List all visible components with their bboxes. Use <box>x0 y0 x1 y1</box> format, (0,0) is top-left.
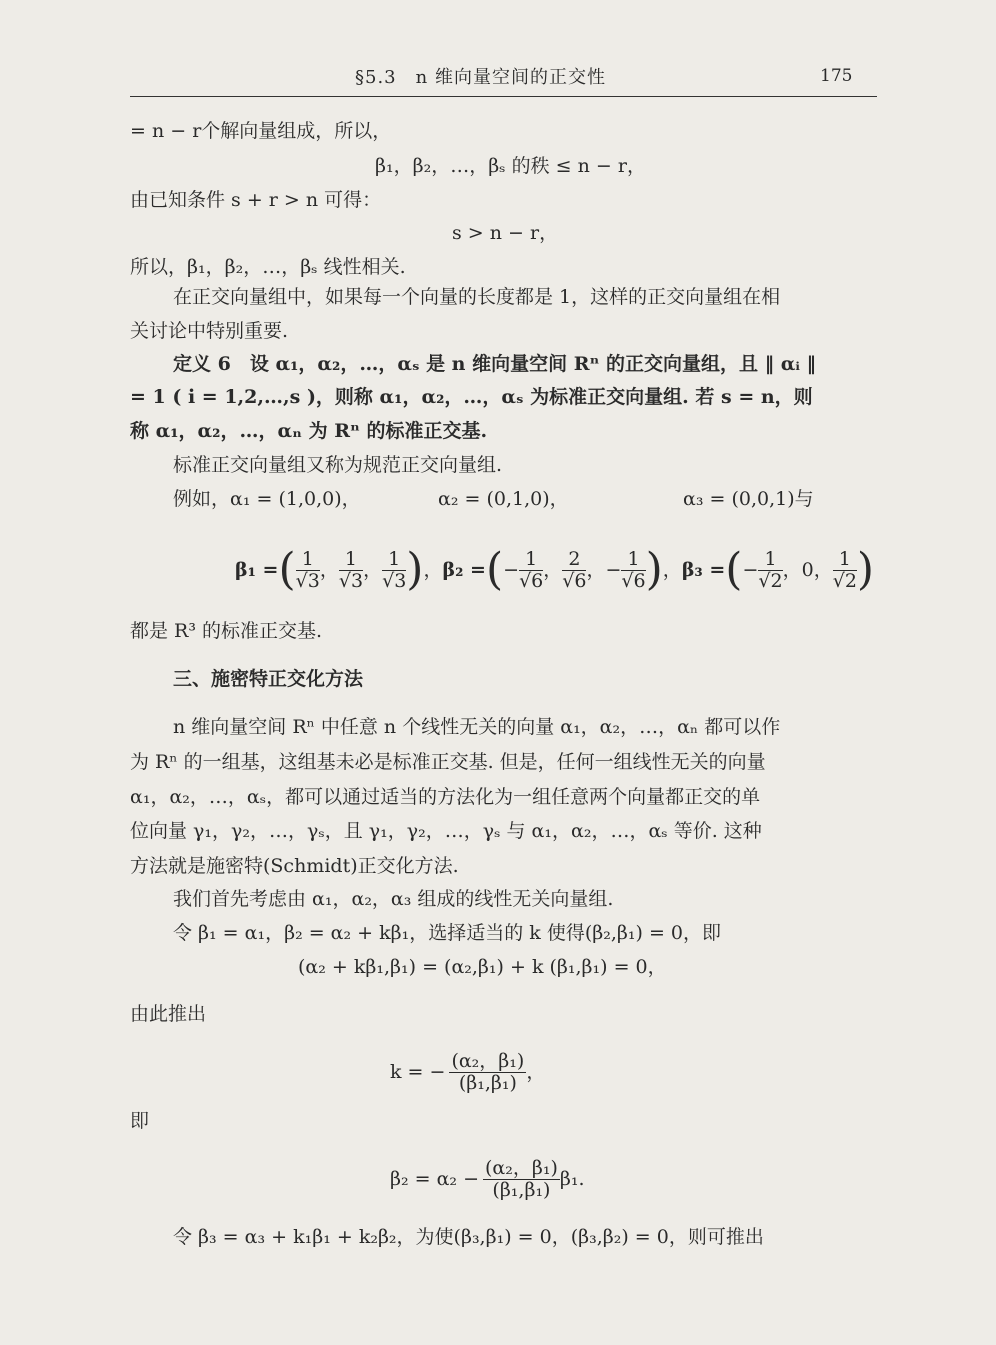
text-line: 关讨论中特别重要. <box>130 320 289 342</box>
text-line: 方法就是施密特(Schmidt)正交化方法. <box>130 855 459 877</box>
frac-den: √2 <box>758 569 783 592</box>
paren-close: ) <box>645 544 663 595</box>
section-heading: 三、施密特正交化方法 <box>173 668 364 690</box>
separator: ， <box>662 558 682 581</box>
paren-close: ) <box>856 544 875 595</box>
eq-k-lhs: k = − <box>390 1060 446 1083</box>
paren-open: ( <box>725 544 743 595</box>
text-line: 我们首先考虑由 α₁，α₂，α₃ 组成的线性无关向量组. <box>173 888 614 910</box>
frac-num: (α₂，β₁) <box>451 1049 525 1072</box>
text-line: α₁，α₂，…，αₛ，都可以通过适当的方法化为一组任意两个向量都正交的单 <box>130 786 761 808</box>
eq-beta3-label: β₃ = <box>681 558 726 581</box>
zero: 0 <box>801 558 814 581</box>
frac-den: √6 <box>621 569 646 592</box>
eq-k-tail: ， <box>526 1060 546 1083</box>
eq-b2-lhs: β₂ = α₂ − <box>390 1167 480 1190</box>
definition-line: 称 α₁，α₂，…，αₙ 为 Rⁿ 的标准正交基. <box>130 420 488 442</box>
paren-open: ( <box>485 544 504 595</box>
text-line: n 维向量空间 Rⁿ 中任意 n 个线性无关的向量 α₁，α₂，…，αₙ 都可以作 <box>173 716 781 738</box>
equation-k <box>390 1045 545 1099</box>
text-line: β₁，β₂，…，βₛ 的秩 ≤ n − r， <box>375 155 646 177</box>
text-line: 即 <box>130 1110 150 1132</box>
frac-den: √3 <box>382 569 407 592</box>
text-line: 标准正交向量组又称为规范正交向量组. <box>173 454 503 476</box>
text-line: = n − r个解向量组成，所以， <box>130 120 392 142</box>
minus-sign: − <box>742 558 759 581</box>
text-line: 由此推出 <box>130 1003 207 1025</box>
comma: ， <box>543 558 563 581</box>
text-line: 在正交向量组中，如果每一个向量的长度都是 1，这样的正交向量组在相 <box>173 286 781 308</box>
comma: ， <box>586 558 606 581</box>
text-line: 都是 R³ 的标准正交基. <box>130 620 323 642</box>
comma: ， <box>813 558 833 581</box>
frac-num: 1 <box>833 550 857 571</box>
text-line: 所以，β₁，β₂，…，βₛ 线性相关. <box>130 256 406 278</box>
frac-num: 2 <box>562 550 586 571</box>
frac-num: (α₂，β₁) <box>485 1156 558 1179</box>
text-line: α₃ = (0,0,1)与 <box>683 488 814 510</box>
page-number: 175 <box>820 66 853 86</box>
header-rule <box>130 96 877 97</box>
running-header-section: §5.3 n 维向量空间的正交性 <box>355 67 606 88</box>
frac-den: √3 <box>338 569 364 592</box>
text-line: 例如，α₁ = (1,0,0)， <box>173 488 361 510</box>
definition-line: 定义 6 设 α₁，α₂，…，αₛ 是 n 维向量空间 Rⁿ 的正交向量组，且 ‖ αᵢ ‖ <box>173 353 817 375</box>
minus-sign: − <box>503 558 520 581</box>
text-line: 令 β₁ = α₁，β₂ = α₂ + kβ₁，选择适当的 k 使得(β₂,β₁) = 0，即 <box>173 922 721 944</box>
equation-beta-vectors <box>235 542 874 598</box>
frac-den: (β₁,β₁) <box>492 1178 551 1201</box>
separator: ， <box>423 558 443 581</box>
frac-num: 1 <box>519 550 543 571</box>
eq-beta1-label: β₁ = <box>235 558 279 581</box>
comma: ， <box>782 558 802 581</box>
text-line: 令 β₃ = α₃ + k₁β₁ + k₂β₂，为使(β₃,β₁) = 0，(β₃,β₂) = 0，则可推出 <box>173 1226 764 1248</box>
text-line: s > n − r， <box>452 222 559 244</box>
frac-num: 1 <box>296 550 320 571</box>
paren-close: ) <box>406 544 424 595</box>
frac-den: (β₁,β₁) <box>458 1071 517 1094</box>
equation-line: (α₂ + kβ₁,β₁) = (α₂,β₁) + k (β₁,β₁) = 0， <box>298 956 667 978</box>
frac-num: 1 <box>382 550 406 571</box>
text-line: 位向量 γ₁，γ₂，…，γₛ，且 γ₁，γ₂，…，γₛ 与 α₁，α₂，…，αₛ 等价. 这种 <box>130 820 762 842</box>
frac-num: 1 <box>339 550 363 571</box>
frac-den: √2 <box>832 569 857 592</box>
text-line: 由已知条件 s + r > n 可得： <box>130 189 382 211</box>
comma: ， <box>363 558 383 581</box>
frac-den: √3 <box>295 569 320 592</box>
comma: ， <box>319 558 339 581</box>
eq-beta2-label: β₂ = <box>442 558 486 581</box>
frac-num: 1 <box>758 550 782 571</box>
minus-sign: − <box>605 558 622 581</box>
paren-open: ( <box>278 544 296 595</box>
text-line: 为 Rⁿ 的一组基，这组基未必是标准正交基. 但是，任何一组线性无关的向量 <box>130 751 766 773</box>
eq-b2-tail: β₁. <box>559 1167 585 1190</box>
frac-num: 1 <box>621 550 645 571</box>
definition-line: = 1 ( i = 1,2,…,s )，则称 α₁，α₂，…，αₛ 为标准正交向量组. 若 s = n，则 <box>130 386 813 408</box>
frac-den: √6 <box>519 569 544 592</box>
equation-beta2 <box>390 1152 585 1206</box>
text-line: α₂ = (0,1,0)， <box>438 488 569 510</box>
frac-den: √6 <box>562 569 587 592</box>
